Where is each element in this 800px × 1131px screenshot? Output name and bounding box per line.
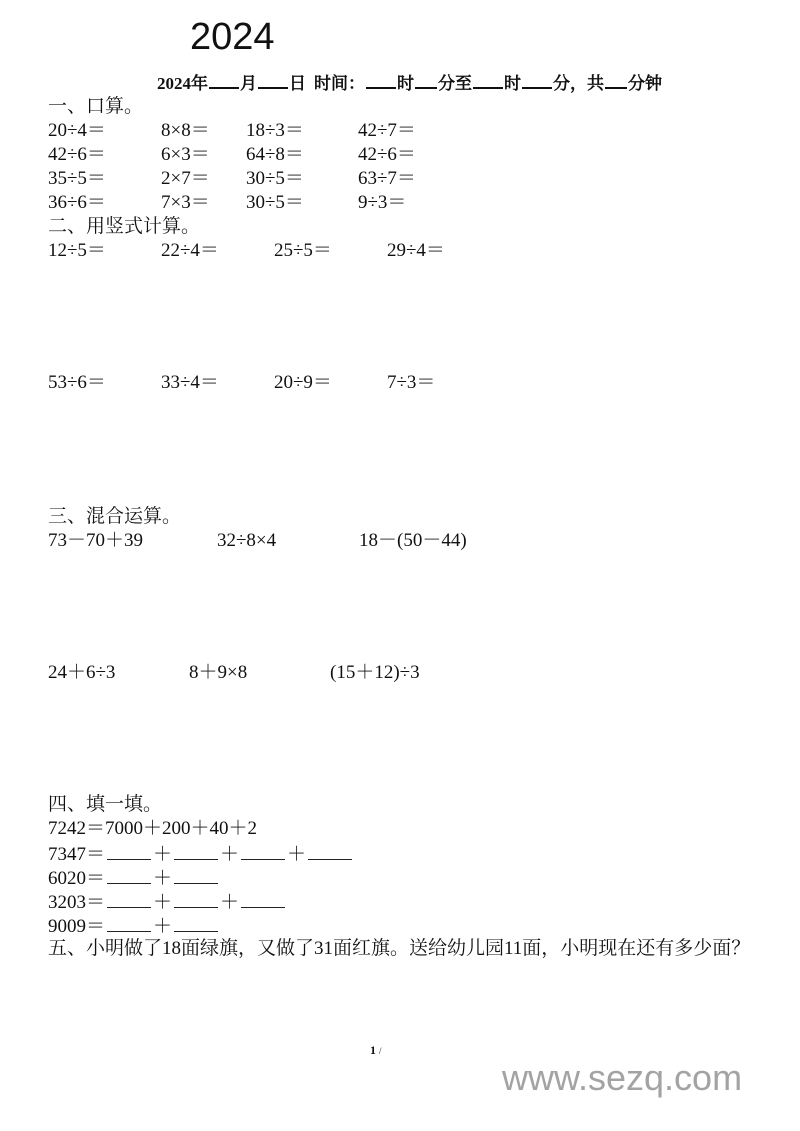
answer-blank[interactable] — [174, 889, 218, 908]
fill-row — [48, 841, 354, 867]
section-5-title: 五、 — [48, 938, 87, 959]
problem: 6×3＝ — [161, 144, 210, 165]
problem: 8×8＝ — [161, 120, 210, 141]
answer-blank[interactable] — [107, 841, 151, 860]
start-hour-label: 时 — [397, 74, 414, 93]
problem: 20÷4＝ — [48, 120, 106, 141]
fill-number: 3203＝ — [48, 892, 106, 913]
end-hour-label: 时 — [504, 74, 521, 93]
start-minute-blank — [415, 73, 437, 89]
day-label: 日 — [289, 74, 306, 93]
section-3-title: 三、混合运算。 — [48, 506, 182, 527]
day-blank — [258, 73, 288, 89]
plus-sign: ＋ — [153, 868, 173, 889]
watermark: www.sezq.com — [502, 1057, 743, 1098]
section-2-title: 二、用竖式计算。 — [48, 216, 201, 237]
problem: 25÷5＝ — [274, 240, 332, 261]
end-minute-blank — [522, 73, 552, 89]
problem: 53÷6＝ — [48, 372, 106, 393]
problem: 12÷5＝ — [48, 240, 106, 261]
problem: 7÷3＝ — [387, 372, 436, 393]
fill-number: 9009＝ — [48, 916, 106, 937]
start-minute-label: 分至 — [438, 74, 472, 93]
document-big-title: 2024 — [190, 16, 275, 58]
answer-blank[interactable] — [107, 913, 151, 932]
problem: 29÷4＝ — [387, 240, 445, 261]
page-number — [370, 1043, 382, 1058]
section-4-title: 四、填一填。 — [48, 794, 163, 815]
total-minutes-label: 分钟 — [628, 74, 662, 93]
problem: 33÷4＝ — [161, 372, 219, 393]
fill-row — [48, 913, 220, 939]
month-label: 月 — [240, 74, 257, 93]
plus-sign: ＋ — [153, 892, 173, 913]
problem: 9÷3＝ — [358, 192, 407, 213]
problem: 73－70＋39 — [48, 530, 144, 551]
plus-sign: ＋ — [153, 916, 173, 937]
answer-blank[interactable] — [174, 913, 218, 932]
problem: 20÷9＝ — [274, 372, 332, 393]
problem: (15＋12)÷3 — [330, 662, 420, 683]
word-problem-text: 小明做了18面绿旗，又做了31面红旗。送给幼儿园11面，小明现在还有多少面？ — [86, 938, 751, 959]
section-1-title: 一、口算。 — [48, 96, 144, 117]
problem: 8＋9×8 — [189, 662, 248, 683]
plus-sign: ＋ — [220, 844, 240, 865]
problem: 30÷5＝ — [246, 192, 304, 213]
problem: 63÷7＝ — [358, 168, 416, 189]
end-hour-blank — [473, 73, 503, 89]
fill-number: 7347＝ — [48, 844, 106, 865]
problem: 18÷3＝ — [246, 120, 304, 141]
time-label: 时间： — [314, 74, 365, 93]
answer-blank[interactable] — [174, 841, 218, 860]
answer-blank[interactable] — [308, 841, 352, 860]
page-number-value: 1 — [370, 1043, 376, 1057]
problem: 22÷4＝ — [161, 240, 219, 261]
year-label: 2024年 — [157, 74, 208, 93]
fill-row — [48, 889, 287, 915]
answer-blank[interactable] — [241, 889, 285, 908]
problem: 24＋6÷3 — [48, 662, 116, 683]
total-minutes-blank — [605, 73, 627, 89]
fill-number: 6020＝ — [48, 868, 106, 889]
problem: 18－(50－44) — [359, 530, 467, 551]
problem: 30÷5＝ — [246, 168, 304, 189]
end-minute-label: 分，共 — [553, 74, 604, 93]
answer-blank[interactable] — [107, 865, 151, 884]
problem: 36÷6＝ — [48, 192, 106, 213]
answer-blank[interactable] — [107, 889, 151, 908]
problem: 42÷6＝ — [48, 144, 106, 165]
plus-sign: ＋ — [287, 844, 307, 865]
fill-example: 7242＝7000＋200＋40＋2 — [48, 818, 258, 839]
problem: 7×3＝ — [161, 192, 210, 213]
plus-sign: ＋ — [153, 844, 173, 865]
page-slash: / — [379, 1046, 382, 1056]
start-hour-blank — [366, 73, 396, 89]
plus-sign: ＋ — [220, 892, 240, 913]
fill-row — [48, 865, 220, 891]
problem: 42÷7＝ — [358, 120, 416, 141]
date-time-header — [157, 73, 662, 95]
month-blank — [209, 73, 239, 89]
problem: 42÷6＝ — [358, 144, 416, 165]
word-problem — [48, 937, 758, 961]
problem: 2×7＝ — [161, 168, 210, 189]
problem: 35÷5＝ — [48, 168, 106, 189]
problem: 64÷8＝ — [246, 144, 304, 165]
answer-blank[interactable] — [241, 841, 285, 860]
problem: 32÷8×4 — [217, 530, 277, 551]
answer-blank[interactable] — [174, 865, 218, 884]
